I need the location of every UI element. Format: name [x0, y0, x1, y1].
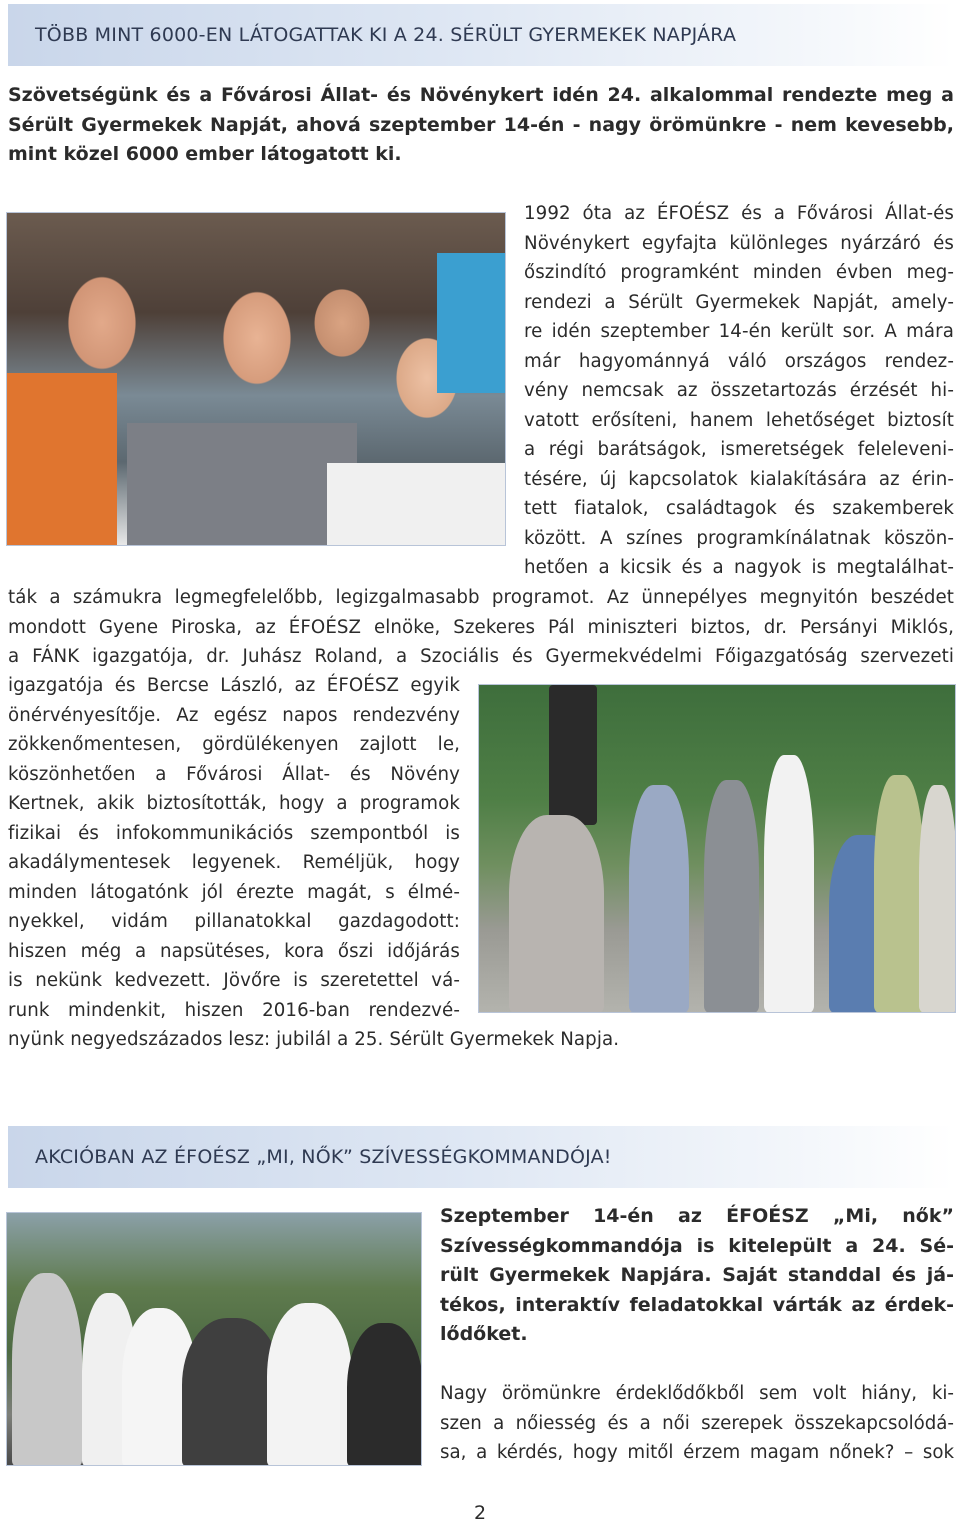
photo-group: [6, 1212, 422, 1466]
text-line: is nekünk kedvezett. Jövőre is szeretettel vá-: [8, 970, 460, 991]
photo-figure: [267, 1303, 352, 1466]
text-line: tésére, új kapcsolatok kialakítására az érin-: [524, 468, 954, 490]
section-heading-banner: [8, 1126, 954, 1188]
photo-figure: [12, 1273, 82, 1466]
photo-figure: [629, 785, 689, 1013]
text-line: Szeptember 14-én az ÉFOÉSZ „Mi, nők”: [440, 1205, 954, 1227]
lead-line: mint közel 6000 ember látogatott ki.: [8, 143, 402, 165]
lead-paragraph: [8, 81, 954, 170]
text-line: Kertnek, akik biztosították, hogy a programok: [8, 793, 460, 814]
text-line: tékos, interaktív feladatokkal várták az érdek-: [440, 1293, 954, 1316]
photo-figure: [509, 815, 604, 1013]
lead-line: Szövetségünk és a Fővárosi Állat- és Növénykert idén 24. alkalommal rendezte meg a: [8, 84, 954, 106]
text-line: akadálymentesek legyenek. Reméljük, hogy: [8, 852, 460, 873]
text-line: igazgatója és Bercse László, az ÉFOÉSZ egyik: [8, 675, 460, 696]
text-line: runk mindenkit, hiszen 2016-ban rendezvé-: [8, 999, 460, 1021]
text-line: szen a nőiesség és a női szerepek összekapcsolódá-: [440, 1412, 954, 1434]
section2-lead: [440, 1202, 954, 1350]
text-line: Növénykert egyfajta különleges nyárzáró és: [524, 232, 954, 254]
section2-paragraph: [440, 1379, 954, 1468]
article-full-width: [8, 583, 954, 672]
photo-opening-ceremony: [478, 684, 956, 1013]
text-line: minden látogatónk jól érezte magát, s élmé-: [8, 881, 460, 903]
text-line: ták a számukra legmegfelelőbb, legizgalmasabb programot. Az ünnepélyes megnyitón beszédet: [8, 587, 954, 608]
photo-visitors: [6, 212, 506, 546]
text-line: Szívességkommandója is kitelepült a 24. Sé-: [440, 1234, 954, 1257]
text-line: vény nemcsak az összetartozás érzését hi-: [524, 380, 954, 401]
text-line: már hagyománnyá váló országos rendez-: [524, 350, 954, 372]
text-line: fizikai és infokommunikációs szempontból is: [8, 822, 460, 844]
section-heading-banner: [8, 4, 954, 66]
article-column-right: [524, 199, 954, 583]
text-line: sa, a kérdés, hogy mitől érzem magam nőnek? – sok: [440, 1442, 954, 1463]
photo-figure: [874, 775, 924, 1013]
text-line: tett fiatalok, családtagok és szakemberek: [524, 498, 954, 519]
photo-figure: [549, 685, 597, 825]
text-line: zökkenőmentesen, gördülékenyen zajlott le,: [8, 734, 460, 755]
article-last-line: [8, 1025, 954, 1055]
photo-figure: [704, 780, 759, 1013]
text-line: a régi barátságok, ismeretségek feleleveni-: [524, 439, 954, 460]
text-line: re idén szeptember 14-én került sor. A mára: [524, 321, 954, 342]
photo-figure: [764, 755, 814, 1013]
text-line: vatott erősíteni, hanem lehetőséget biztosít: [524, 409, 954, 431]
lead-line: Sérült Gyermekek Napját, ahová szeptember 14-én - nagy örömünkre - nem kevesebb,: [8, 113, 954, 136]
text-line: rült Gyermekek Napjára. Saját standdal és já-: [440, 1264, 954, 1286]
text-line: köszönhetően a Fővárosi Állat- és Növény: [8, 763, 460, 785]
page-number: 2: [473, 1502, 487, 1524]
text-line: mondott Gyene Piroska, az ÉFOÉSZ elnöke, Szekeres Pál miniszteri biztos, dr. Persányi Miklós,: [8, 616, 954, 638]
article-column-left: [8, 671, 460, 1025]
text-line: önérvényesítője. Az egész napos rendezvény: [8, 704, 460, 726]
photo-figure: [327, 463, 506, 546]
text-line: a FÁNK igazgatója, dr. Juhász Roland, a Szociális és Gyermekvédelmi Főigazgatóság szervezeti: [8, 646, 954, 667]
text-line: hetően a kicsik és a nagyok is megtalálhat-: [524, 557, 954, 578]
photo-figure: [437, 253, 506, 393]
text-line: között. A színes programkínálatnak köszön-: [524, 527, 954, 549]
photo-figure: [347, 1323, 422, 1466]
text-line: lődőket.: [440, 1323, 528, 1345]
section-heading: AKCIÓBAN AZ ÉFOÉSZ „MI, NŐK” SZÍVESSÉGKOMMANDÓJA!: [35, 1146, 612, 1168]
text-line: nyünk negyedszázados lesz: jubilál a 25. Sérült Gyermekek Napja.: [8, 1029, 620, 1050]
text-line: Nagy örömünkre érdeklődőkből sem volt hiány, ki-: [440, 1383, 954, 1404]
text-line: 1992 óta az ÉFOÉSZ és a Fővárosi Állat-és: [524, 203, 954, 224]
photo-figure: [919, 785, 956, 1013]
text-line: nyekkel, vidám pillanatokkal gazdagodott:: [8, 911, 460, 932]
photo-figure: [127, 423, 357, 546]
section-heading: TÖBB MINT 6000-EN LÁTOGATTAK KI A 24. SÉRÜLT GYERMEKEK NAPJÁRA: [35, 24, 737, 46]
text-line: őszindító programként minden évben meg-: [524, 262, 954, 283]
text-line: hiszen még a napsütéses, kora őszi időjárás: [8, 940, 460, 962]
text-line: rendezi a Sérült Gyermekek Napját, amely-: [524, 291, 954, 313]
photo-figure: [7, 373, 117, 546]
